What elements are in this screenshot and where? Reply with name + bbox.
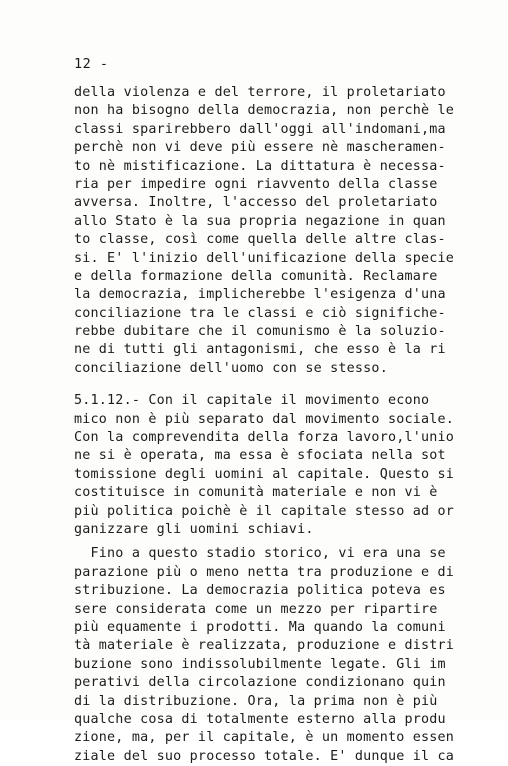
text-line: non ha bisogno della democrazia, non perchè le bbox=[74, 103, 455, 119]
paragraph-1 bbox=[74, 84, 474, 378]
text-line: ria per impedire ogni riavvento della classe bbox=[74, 176, 438, 192]
text-line: conciliazione dell'uomo con se stesso. bbox=[74, 360, 388, 376]
text-line: e della formazione della comunità. Reclamare bbox=[74, 268, 438, 284]
text-line: costituisce in comunità materiale e non vi è bbox=[74, 485, 438, 501]
text-line: ne di tutti gli antagonismi, che esso è la ri bbox=[74, 342, 446, 358]
text-line: più equamente i prodotti. Ma quando la comuni bbox=[74, 619, 446, 635]
paragraph-3 bbox=[74, 545, 474, 766]
text-line: perativi della circolazione condizionano quin bbox=[74, 675, 446, 691]
text-line: della violenza e del terrore, il proletariato bbox=[74, 85, 446, 100]
text-line: ganizzare gli uomini schiavi. bbox=[74, 521, 314, 537]
text-line: tà materiale è realizzata, produzione e distri bbox=[74, 638, 455, 654]
text-line: classi sparirebbero dall'oggi all'indomani,ma bbox=[74, 121, 446, 137]
text-line: si. E' l'inizio dell'unificazione della specie bbox=[74, 250, 455, 266]
text-line: zione, ma, per il capitale, è un momento essen bbox=[74, 730, 455, 746]
text-line: di la distribuzione. Ora, la prima non è più bbox=[74, 693, 438, 709]
text-line: conciliazione tra le classi e ciò significhe- bbox=[74, 305, 446, 321]
text-line: 5.1.12.- Con il capitale il movimento econo bbox=[74, 393, 430, 409]
text-line: allo Stato è la sua propria negazione in quan bbox=[74, 213, 446, 229]
text-line: buzione sono indissolubilmente legate. Gli im bbox=[74, 656, 446, 672]
text-line: Con la comprevendita della forza lavoro,l'unio bbox=[74, 430, 455, 446]
paragraph-2 bbox=[74, 392, 474, 539]
text-line: ne si è operata, ma essa è sfociata nella sot bbox=[74, 448, 446, 464]
text-line: perchè non vi deve più essere nè mascheramen- bbox=[74, 140, 446, 156]
text-line: stribuzione. La democrazia politica poteva es bbox=[74, 583, 446, 599]
body-text bbox=[74, 84, 474, 766]
text-line: tomissione degli uomini al capitale. Questo si bbox=[74, 466, 455, 482]
text-line: sere considerata come un mezzo per ripartire bbox=[74, 601, 438, 617]
text-line: mico non è più separato dal movimento sociale. bbox=[74, 411, 455, 427]
text-line: to classe, così come quella delle altre clas- bbox=[74, 232, 446, 248]
page-number: 12 - bbox=[74, 56, 109, 72]
text-line: parazione più o meno netta tra produzione e di bbox=[74, 564, 455, 580]
text-line: avversa. Inoltre, l'accesso del proletariato bbox=[74, 195, 438, 211]
text-line: rebbe dubitare che il comunismo è la soluzio- bbox=[74, 324, 446, 340]
text-line: to nè mistificazione. La dittatura è necessa- bbox=[74, 158, 446, 174]
text-line: ziale del suo processo totale. E' dunque il ca bbox=[74, 748, 455, 764]
text-line: qualche cosa di totalmente esterno alla produ bbox=[74, 711, 446, 727]
text-line: più politica poichè è il capitale stesso ad or bbox=[74, 503, 455, 519]
text-line: Fino a questo stadio storico, vi era una se bbox=[74, 546, 446, 562]
text-line: la democrazia, implicherebbe l'esigenza d'una bbox=[74, 287, 446, 303]
